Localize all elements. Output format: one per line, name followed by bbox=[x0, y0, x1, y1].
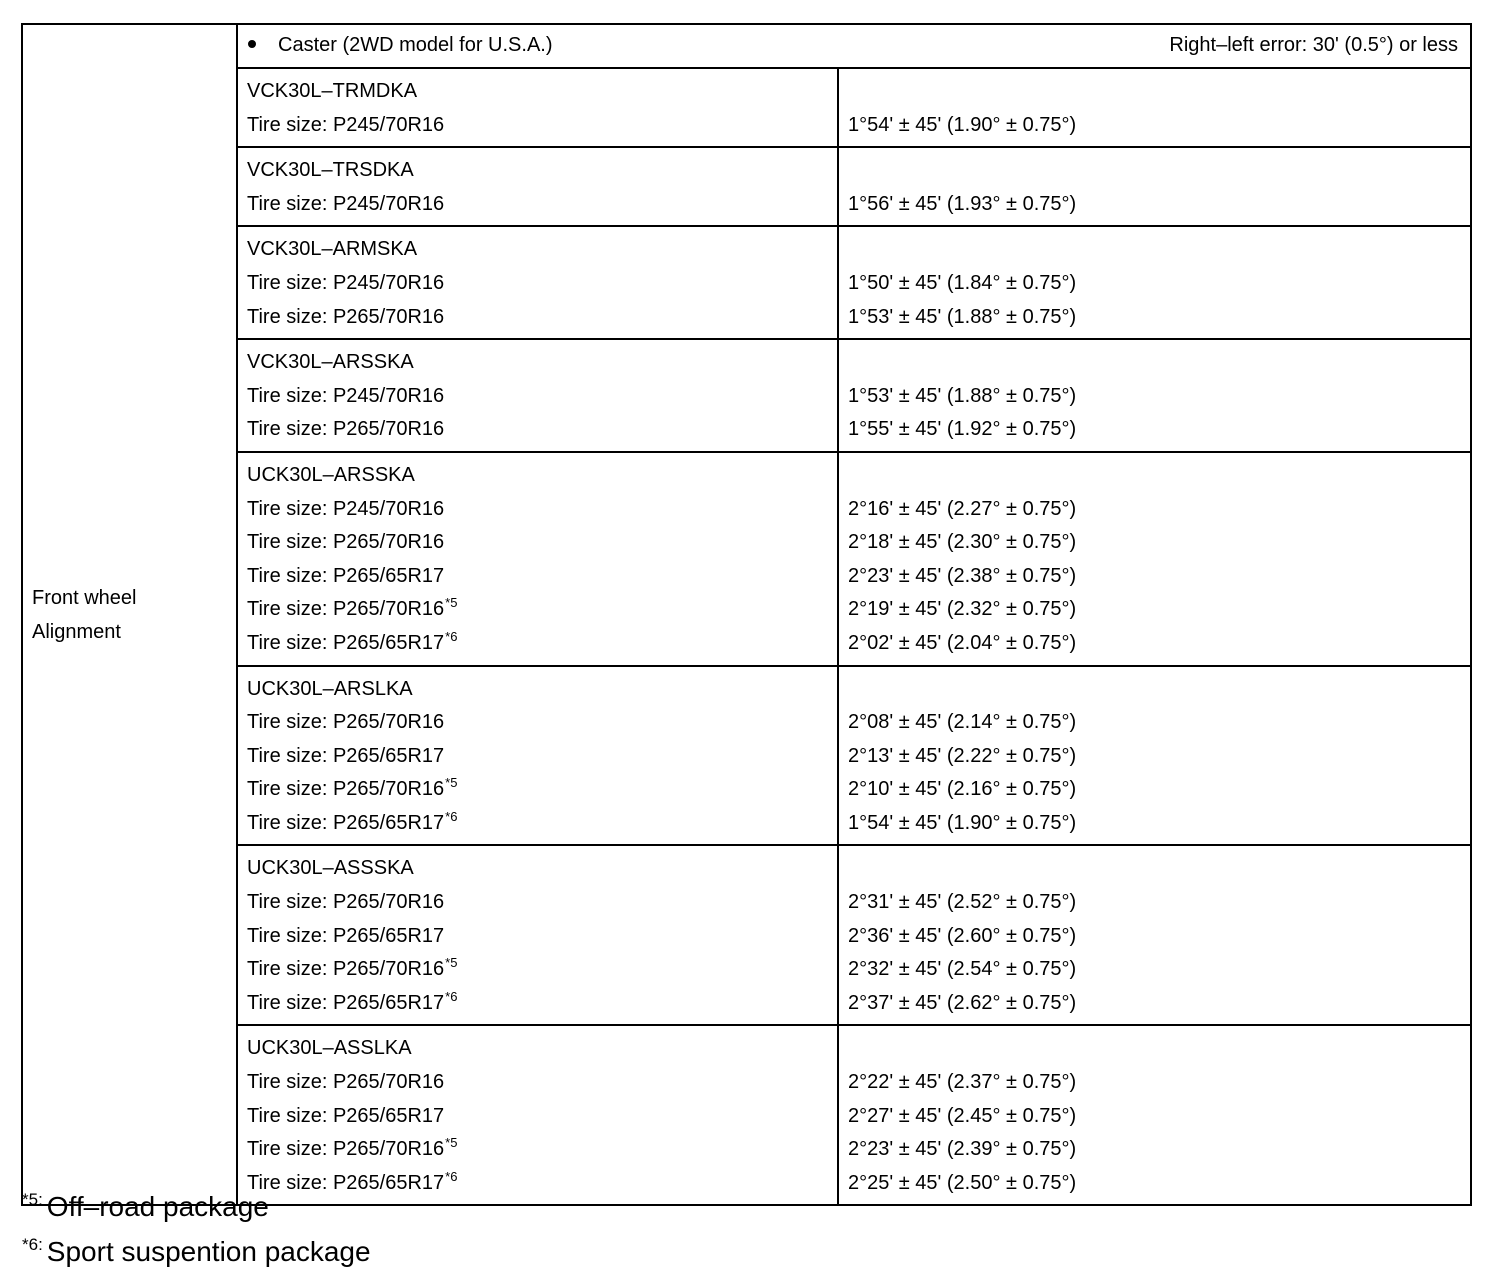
caster-value-cell bbox=[838, 1025, 1471, 1205]
model-group-row bbox=[22, 226, 1471, 339]
tire-size-label: Tire size: P265/70R16 bbox=[247, 305, 445, 328]
section-label-line-2: Alignment bbox=[32, 620, 121, 643]
caster-value-cell bbox=[838, 339, 1471, 452]
tire-size-line bbox=[247, 413, 837, 447]
tire-size-label: Tire size: P245/70R16 bbox=[247, 113, 445, 136]
header-title-wrap bbox=[248, 29, 553, 63]
value-spacer bbox=[848, 673, 1470, 707]
caster-value: 1°54' ± 45' (1.90° ± 0.75°) bbox=[848, 113, 1077, 136]
model-cell bbox=[237, 452, 838, 666]
caster-value: 2°25' ± 45' (2.50° ± 0.75°) bbox=[848, 1171, 1077, 1194]
caster-value: 2°10' ± 45' (2.16° ± 0.75°) bbox=[848, 778, 1077, 801]
value-spacer bbox=[848, 154, 1470, 188]
model-cell bbox=[237, 226, 838, 339]
value-spacer bbox=[848, 233, 1470, 267]
caster-value: 2°13' ± 45' (2.22° ± 0.75°) bbox=[848, 744, 1077, 767]
value-spacer bbox=[848, 459, 1470, 493]
tire-size-line bbox=[247, 380, 837, 414]
model-group-row bbox=[22, 452, 1471, 666]
caster-value: 2°31' ± 45' (2.52° ± 0.75°) bbox=[848, 891, 1077, 914]
caster-value: 2°19' ± 45' (2.32° ± 0.75°) bbox=[848, 598, 1077, 621]
caster-value: 1°53' ± 45' (1.88° ± 0.75°) bbox=[848, 305, 1077, 328]
footnotes bbox=[22, 1186, 371, 1276]
model-group-row bbox=[22, 147, 1471, 226]
tire-size-line bbox=[247, 920, 837, 954]
tire-size-label: Tire size: P265/65R17 bbox=[247, 811, 445, 834]
tire-size-line bbox=[247, 627, 837, 661]
header-right-note: Right–left error: 30' (0.5°) or less bbox=[1169, 34, 1458, 57]
tire-size-label: Tire size: P265/70R16 bbox=[247, 891, 445, 914]
tire-size-label: Tire size: P265/65R17 bbox=[247, 924, 445, 947]
tire-size-line bbox=[247, 706, 837, 740]
model-cell bbox=[237, 68, 838, 147]
model-code: UCK30L–ARSSKA bbox=[247, 463, 415, 486]
footnote-text: Off–road package bbox=[46, 1191, 269, 1222]
tire-size-label: Tire size: P265/70R16 bbox=[247, 778, 445, 801]
tire-size-label: Tire size: P265/70R16 bbox=[247, 418, 445, 441]
caster-value: 2°08' ± 45' (2.14° ± 0.75°) bbox=[848, 711, 1077, 734]
caster-value: 1°55' ± 45' (1.92° ± 0.75°) bbox=[848, 418, 1077, 441]
tire-size-label: Tire size: P245/70R16 bbox=[247, 384, 445, 407]
caster-value: 2°23' ± 45' (2.38° ± 0.75°) bbox=[848, 564, 1077, 587]
model-group-row bbox=[22, 68, 1471, 147]
caster-value-cell bbox=[838, 147, 1471, 226]
caster-value-cell bbox=[838, 666, 1471, 846]
section-label-line-1: Front wheel bbox=[32, 586, 137, 609]
model-code: VCK30L–ARSSKA bbox=[247, 351, 414, 374]
tire-size-line bbox=[247, 886, 837, 920]
caster-value: 2°18' ± 45' (2.30° ± 0.75°) bbox=[848, 531, 1077, 554]
tire-size-label: Tire size: P265/70R16 bbox=[247, 598, 445, 621]
tire-size-line bbox=[247, 301, 837, 335]
value-spacer bbox=[848, 346, 1470, 380]
model-code: UCK30L–ASSLKA bbox=[247, 1037, 412, 1060]
model-group-row bbox=[22, 845, 1471, 1025]
value-spacer bbox=[848, 75, 1470, 109]
footnote-reference: *5 bbox=[445, 955, 458, 971]
tire-size-line bbox=[247, 773, 837, 807]
footnote-reference: *6 bbox=[445, 808, 458, 824]
model-code: UCK30L–ARSLKA bbox=[247, 677, 413, 700]
table-header-row bbox=[22, 24, 1471, 68]
footnote-reference: *5 bbox=[445, 1135, 458, 1151]
bullet-icon bbox=[248, 40, 256, 48]
caster-value: 2°37' ± 45' (2.62° ± 0.75°) bbox=[848, 991, 1077, 1014]
model-code: UCK30L–ASSSKA bbox=[247, 857, 414, 880]
tire-size-line bbox=[247, 493, 837, 527]
model-cell bbox=[237, 339, 838, 452]
tire-size-label: Tire size: P265/65R17 bbox=[247, 564, 445, 587]
tire-size-label: Tire size: P245/70R16 bbox=[247, 497, 445, 520]
footnote-reference: *5 bbox=[445, 775, 458, 791]
value-spacer bbox=[848, 852, 1470, 886]
tire-size-label: Tire size: P265/70R16 bbox=[247, 531, 445, 554]
model-group-row bbox=[22, 339, 1471, 452]
caster-value: 2°36' ± 45' (2.60° ± 0.75°) bbox=[848, 924, 1077, 947]
footnote-mark: *6: bbox=[22, 1235, 43, 1254]
caster-value-cell bbox=[838, 845, 1471, 1025]
caster-value: 1°56' ± 45' (1.93° ± 0.75°) bbox=[848, 192, 1077, 215]
tire-size-line bbox=[247, 188, 837, 222]
tire-size-label: Tire size: P265/65R17 bbox=[247, 631, 445, 654]
model-group-row bbox=[22, 1025, 1471, 1205]
value-spacer bbox=[848, 1032, 1470, 1066]
caster-value: 1°54' ± 45' (1.90° ± 0.75°) bbox=[848, 811, 1077, 834]
tire-size-line bbox=[247, 953, 837, 987]
tire-size-label: Tire size: P245/70R16 bbox=[247, 192, 445, 215]
model-code: VCK30L–TRSDKA bbox=[247, 159, 414, 182]
tire-size-line bbox=[247, 526, 837, 560]
tire-size-line bbox=[247, 987, 837, 1021]
caster-value: 2°22' ± 45' (2.37° ± 0.75°) bbox=[848, 1071, 1077, 1094]
caster-value-cell bbox=[838, 452, 1471, 666]
tire-size-line bbox=[247, 740, 837, 774]
model-cell bbox=[237, 845, 838, 1025]
footnote-text: Sport suspention package bbox=[46, 1236, 371, 1267]
tire-size-label: Tire size: P265/65R17 bbox=[247, 1104, 445, 1127]
tire-size-line bbox=[247, 1133, 837, 1167]
tire-size-label: Tire size: P265/65R17 bbox=[247, 744, 445, 767]
caster-value-cell bbox=[838, 68, 1471, 147]
section-label-cell bbox=[22, 24, 237, 1205]
tire-size-line bbox=[247, 109, 837, 143]
table-header-cell bbox=[237, 24, 1471, 68]
model-code: VCK30L–TRMDKA bbox=[247, 80, 418, 102]
tire-size-line bbox=[247, 560, 837, 594]
tire-size-line bbox=[247, 267, 837, 301]
tire-size-line bbox=[247, 1100, 837, 1134]
tire-size-label: Tire size: P265/65R17 bbox=[247, 1171, 445, 1194]
model-group-row bbox=[22, 666, 1471, 846]
footnote-reference: *6 bbox=[445, 628, 458, 644]
tire-size-label: Tire size: P265/70R16 bbox=[247, 958, 445, 981]
caster-value: 2°27' ± 45' (2.45° ± 0.75°) bbox=[848, 1104, 1077, 1127]
tire-size-label: Tire size: P265/70R16 bbox=[247, 1138, 445, 1161]
footnote-6 bbox=[22, 1231, 371, 1276]
caster-value: 2°23' ± 45' (2.39° ± 0.75°) bbox=[848, 1138, 1077, 1161]
caster-value: 2°02' ± 45' (2.04° ± 0.75°) bbox=[848, 631, 1077, 654]
caster-value: 2°16' ± 45' (2.27° ± 0.75°) bbox=[848, 497, 1077, 520]
footnote-reference: *6 bbox=[445, 988, 458, 1004]
tire-size-label: Tire size: P265/65R17 bbox=[247, 991, 445, 1014]
tire-size-label: Tire size: P265/70R16 bbox=[247, 1071, 445, 1094]
tire-size-label: Tire size: P265/70R16 bbox=[247, 711, 445, 734]
model-cell bbox=[237, 147, 838, 226]
footnote-mark: *5: bbox=[22, 1190, 43, 1209]
model-cell bbox=[237, 1025, 838, 1205]
header-title: Caster (2WD model for U.S.A.) bbox=[278, 34, 553, 57]
caster-value-cell bbox=[838, 226, 1471, 339]
tire-size-line bbox=[247, 807, 837, 841]
caster-value: 1°50' ± 45' (1.84° ± 0.75°) bbox=[848, 271, 1077, 294]
footnote-reference: *5 bbox=[445, 595, 458, 611]
caster-value: 2°32' ± 45' (2.54° ± 0.75°) bbox=[848, 958, 1077, 981]
model-cell bbox=[237, 666, 838, 846]
tire-size-line bbox=[247, 1066, 837, 1100]
tire-size-line bbox=[247, 593, 837, 627]
footnote-5 bbox=[22, 1186, 371, 1231]
footnote-reference: *6 bbox=[445, 1168, 458, 1184]
caster-value: 1°53' ± 45' (1.88° ± 0.75°) bbox=[848, 384, 1077, 407]
model-code: VCK30L–ARMSKA bbox=[247, 238, 418, 261]
tire-size-label: Tire size: P245/70R16 bbox=[247, 271, 445, 294]
caster-spec-table bbox=[21, 23, 1472, 1206]
